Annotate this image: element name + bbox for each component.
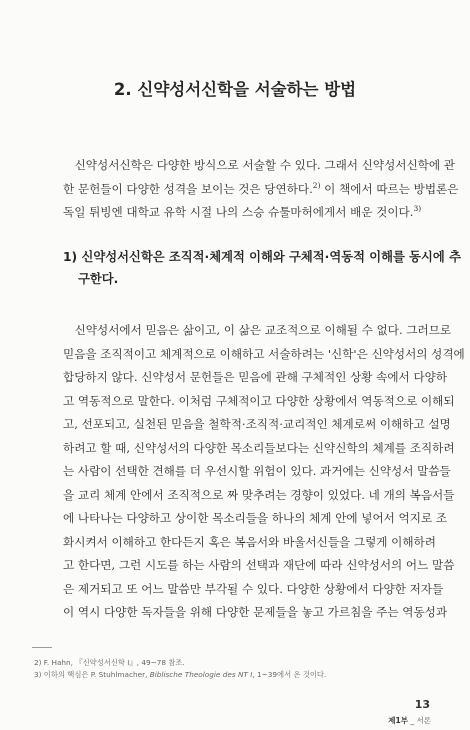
chapter-title: 2. 신약성서신학을 서술하는 방법 [113,80,357,99]
footer-separator: _ [407,716,417,725]
footnote-ref-2[interactable]: 2) [312,180,321,190]
paragraph-line: 고, 선포되고, 실천된 믿음을 철학적·조직적·교리적인 체계로써 이해하고 설명 [63,417,451,431]
section-heading [63,246,461,290]
footnote-3 [34,669,434,681]
paragraph-line: 고 역동적으로 말한다. 이처럼 구체적이고 다양한 상황에서 역동적으로 이해되 [63,393,455,408]
paragraph-line [63,201,423,225]
paragraph-line-text: 한 문헌들이 다양한 성격을 보이는 것은 당연하다. [63,181,313,196]
footnote-3-suffix: , 1~39에서 온 것이다. [252,670,327,679]
intro-paragraph [63,154,459,225]
paragraph-line: 에 나타나는 다양하고 상이한 목소리들을 하나의 체계 안에 넣어서 억지로 조 [63,511,448,525]
paragraph-line [63,178,459,202]
footnote-ref-3[interactable]: 3) [413,204,422,214]
paragraph-line: 신약성서신학은 다양한 방식으로 서술할 수 있다. 그래서 신약성서신학에 관 [63,158,455,172]
section-heading-line: 1) 신약성서신학은 조직적·체계적 이해와 구체적·역동적 이해를 동시에 추 [63,250,461,264]
paragraph-line: 화시켜서 이해하고 한다든지 혹은 복음서와 바울서신들을 그렇게 이해하려 [63,534,436,549]
paragraph-line-text: 독일 튀빙엔 대학교 유학 시절 나의 스승 슈툴마허에게서 배운 것이다. [63,205,414,219]
paragraph-line-tail: 이 책에서 따르는 방법론은 [320,181,459,196]
footnotes [34,657,434,681]
section-heading-line: 구한다. [78,272,119,286]
footnote-2: 2) F. Hahn, 『신약성서신학 I』, 49~78 참조. [34,658,185,667]
part-label: 제1부 [388,716,408,725]
paragraph-line: 하려고 할 때, 신약성서의 다양한 목소리들보다는 신약신학의 체계를 조직하려 [63,440,455,455]
footnote-divider [32,647,52,648]
footnote-3-book-title: Biblische Theologie des NT I [149,670,253,679]
paragraph-line: 는 사람이 선택한 견해를 더 우선시할 위험이 있다. 과거에는 신약성서 말씀들 [63,464,451,478]
paragraph-line: 이 역시 다양한 독자들을 위해 다양한 문제들을 놓고 가르침을 주는 역동성과 [63,605,448,619]
paragraph-line: 믿음을 조직적이고 체계적으로 이해하고 서술하려는 '신학'은 신약성서의 성격에 [63,346,465,361]
section-label: 서론 [416,716,431,725]
running-footer [388,715,431,726]
paragraph-line: 을 교리 체계 안에서 조직적으로 짜 맞추려는 경향이 있었다. 네 개의 복음서들 [63,487,455,502]
footnote-3-prefix: 3) 이하의 핵심은 P. Stuhlmacher, [34,670,150,679]
paragraph-line: 고 한다면, 그런 시도를 하는 사람의 선택과 재단에 따라 신약성서의 어느 말씀 [63,558,455,572]
paragraph-line: 합당하지 않다. 신약성서 문헌들은 믿음에 관해 구체적인 상황 속에서 다양하 [63,370,448,384]
paragraph-line: 신약성서에서 믿음은 삶이고, 이 삶은 교조적으로 이해될 수 없다. 그러므로 [63,323,452,337]
paragraph-line: 은 제거되고 또 어느 말씀만 부각될 수 있다. 다양한 상황에서 다양한 저자들 [63,581,444,596]
page-number: 13 [414,698,430,711]
body-paragraph [63,319,465,625]
